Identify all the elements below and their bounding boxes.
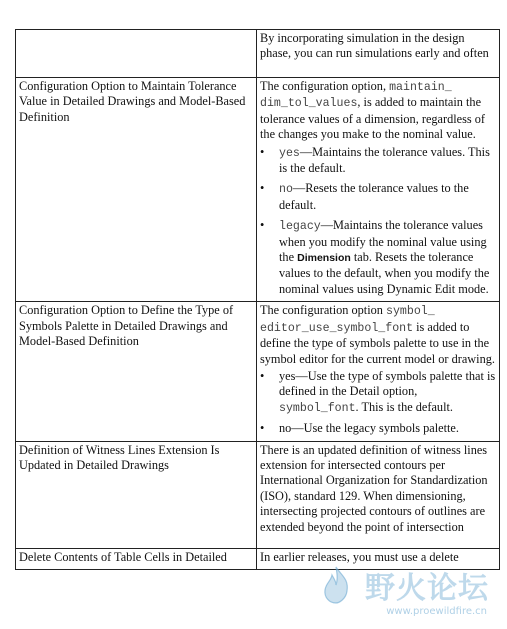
topic-cell <box>16 30 257 78</box>
list-item: • no—Resets the tolerance values to the default. <box>260 181 496 213</box>
table-row <box>16 78 500 302</box>
option-value-code: legacy <box>279 220 321 234</box>
watermark-url: www.proewildfire.cn <box>386 606 487 617</box>
topic-cell: Configuration Option to Define the Type of Symbols Palette in Detailed Drawings and Model-Based Definition <box>16 302 257 441</box>
topic-cell: Configuration Option to Maintain Tolerance Value in Detailed Drawings and Model-Based Definition <box>16 78 257 302</box>
watermark <box>313 561 493 619</box>
description-text: In earlier releases, you must use a delete <box>260 549 459 564</box>
table-row <box>16 441 500 548</box>
description-cell <box>257 548 500 569</box>
topic-cell: Definition of Witness Lines Extension Is Updated in Detailed Drawings <box>16 441 257 548</box>
option-values-list <box>260 145 496 298</box>
description-cell <box>257 441 500 548</box>
list-item: • yes—Use the type of symbols palette that is defined in the Detail option, symbol_font. This is the default. <box>260 369 496 416</box>
topic-cell: Delete Contents of Table Cells in Detailed <box>16 548 257 569</box>
option-value-code: no <box>279 183 293 197</box>
description-text: By incorporating simulation in the design phase, you can run simulations early and often <box>260 31 489 61</box>
config-option-code: symbol_ editor_use_symbol_font <box>260 305 435 335</box>
table-row <box>16 30 500 78</box>
list-item: • no—Use the legacy symbols palette. <box>260 421 496 436</box>
watermark-text: 野火论坛 <box>365 571 489 606</box>
option-value-code: yes <box>279 146 300 160</box>
detail-option-code: symbol_font <box>279 401 356 415</box>
release-notes-table <box>15 29 500 570</box>
description-cell: The configuration option symbol_ editor_use_symbol_font is added to define the type of symbols palette to use in the symbol editor for the current model or drawing. • yes—Use the type of symbols palette that is defined in the Detail option, symbol_font. This is the default. • no—Use the legacy symbols palette. <box>257 302 500 441</box>
config-option-code: maintain_ dim_tol_values <box>260 81 452 111</box>
description-cell <box>257 30 500 78</box>
ui-tab-name: Dimension <box>297 252 351 265</box>
table-row <box>16 548 500 569</box>
list-item: • yes—Maintains the tolerance values. This is the default. <box>260 145 496 177</box>
list-item: • legacy—Maintains the tolerance values when you modify the nominal value using the Dimension tab. Resets the tolerance values to the default, when you modify the nominal values using Dynamic Edit mode. <box>260 218 496 297</box>
option-values-list <box>260 369 496 437</box>
description-cell: The configuration option, maintain_ dim_tol_values, is added to maintain the tolerance values of a dimension, regardless of the changes you make to the nominal value. • yes—Maintains the tolerance values. This is the default. • no—Resets the tolerance values to the default. • legacy—Maintains the tolerance values when you modify the nominal value using the Dimension tab. Resets the tolerance values to the default, when you modify the nominal values using Dynamic Edit mode. <box>257 78 500 302</box>
table-row <box>16 302 500 441</box>
description-text: There is an updated definition of witness lines extension for intersected contours per International Organization for Standardization (ISO), standard 129. When dimensioning, intersecting projected contours of outlines are extended beyond the point of intersection <box>260 442 488 534</box>
flame-icon <box>319 565 353 605</box>
